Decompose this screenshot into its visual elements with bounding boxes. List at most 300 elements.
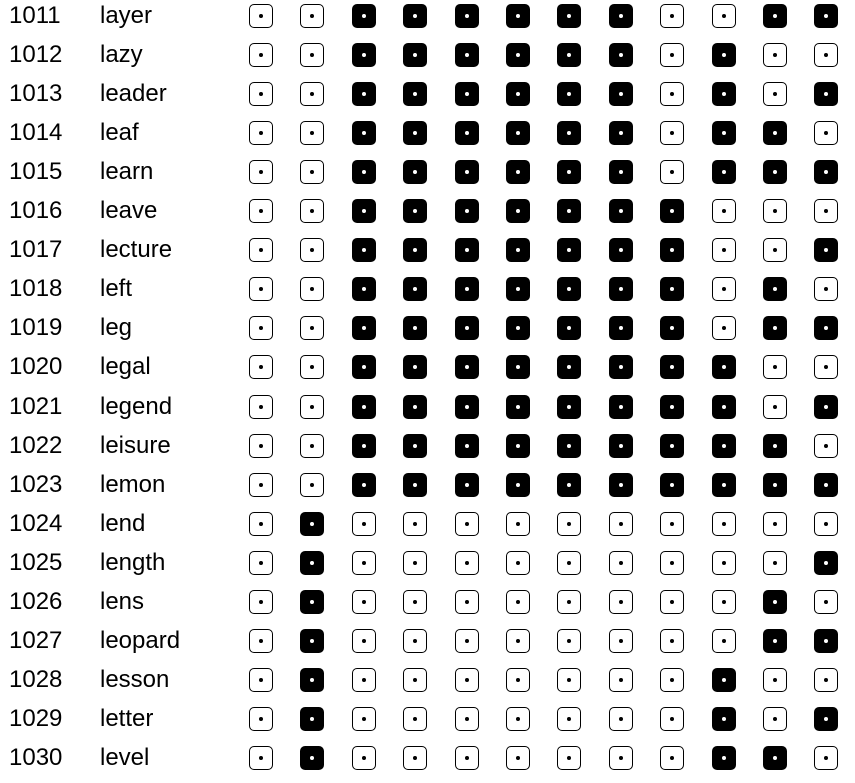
dotted-square-outline-icon [609, 668, 633, 692]
dotted-square-outline-icon [300, 395, 324, 419]
dotted-square-filled-icon [506, 277, 530, 301]
center-dot-icon [773, 14, 777, 18]
center-dot-icon [567, 209, 571, 213]
dotted-square-filled-icon [403, 434, 427, 458]
center-dot-icon [259, 600, 263, 604]
center-dot-icon [310, 561, 314, 565]
center-dot-icon [773, 678, 777, 682]
dotted-square-outline-icon [763, 82, 787, 106]
dotted-square-outline-icon [660, 629, 684, 653]
center-dot-icon [773, 600, 777, 604]
center-dot-icon [413, 326, 417, 330]
dotted-square-filled-icon [455, 316, 479, 340]
row-word: leg [100, 314, 133, 342]
center-dot-icon [773, 365, 777, 369]
dotted-square-filled-icon [814, 707, 838, 731]
dotted-square-filled-icon [712, 746, 736, 770]
dotted-square-filled-icon [300, 629, 324, 653]
dotted-square-filled-icon [557, 121, 581, 145]
center-dot-icon [413, 248, 417, 252]
row-number: 1028 [9, 665, 63, 693]
dotted-square-filled-icon [712, 82, 736, 106]
center-dot-icon [413, 405, 417, 409]
center-dot-icon [619, 444, 623, 448]
center-dot-icon [310, 53, 314, 57]
dotted-square-filled-icon [352, 277, 376, 301]
dotted-square-outline-icon [300, 160, 324, 184]
dotted-square-filled-icon [506, 238, 530, 262]
center-dot-icon [722, 53, 726, 57]
center-dot-icon [619, 248, 623, 252]
center-dot-icon [619, 561, 623, 565]
dotted-square-filled-icon [763, 4, 787, 28]
dotted-square-outline-icon [249, 121, 273, 145]
center-dot-icon [465, 756, 469, 760]
dotted-square-filled-icon [455, 4, 479, 28]
dotted-square-outline-icon [249, 199, 273, 223]
center-dot-icon [516, 483, 520, 487]
center-dot-icon [465, 717, 469, 721]
center-dot-icon [670, 248, 674, 252]
center-dot-icon [362, 53, 366, 57]
center-dot-icon [722, 678, 726, 682]
center-dot-icon [824, 561, 828, 565]
dotted-square-outline-icon [609, 707, 633, 731]
center-dot-icon [362, 365, 366, 369]
dotted-square-outline-icon [455, 707, 479, 731]
dotted-square-outline-icon [249, 746, 273, 770]
center-dot-icon [722, 170, 726, 174]
row-word: lesson [100, 665, 170, 693]
dotted-square-outline-icon [506, 512, 530, 536]
dotted-square-filled-icon [557, 434, 581, 458]
center-dot-icon [670, 365, 674, 369]
center-dot-icon [465, 53, 469, 57]
center-dot-icon [773, 326, 777, 330]
center-dot-icon [465, 248, 469, 252]
center-dot-icon [567, 326, 571, 330]
center-dot-icon [516, 756, 520, 760]
dotted-square-filled-icon [814, 160, 838, 184]
center-dot-icon [567, 522, 571, 526]
dotted-square-outline-icon [814, 512, 838, 536]
dotted-square-outline-icon [763, 707, 787, 731]
dotted-square-outline-icon [506, 551, 530, 575]
center-dot-icon [310, 209, 314, 213]
dotted-square-outline-icon [300, 277, 324, 301]
dotted-square-filled-icon [763, 160, 787, 184]
center-dot-icon [773, 170, 777, 174]
dotted-square-filled-icon [403, 121, 427, 145]
dotted-square-filled-icon [660, 238, 684, 262]
dotted-square-outline-icon [712, 238, 736, 262]
dotted-square-outline-icon [763, 355, 787, 379]
center-dot-icon [824, 326, 828, 330]
center-dot-icon [670, 405, 674, 409]
dotted-square-outline-icon [609, 746, 633, 770]
center-dot-icon [824, 209, 828, 213]
center-dot-icon [722, 365, 726, 369]
row-word: letter [100, 704, 154, 732]
center-dot-icon [824, 170, 828, 174]
dotted-square-filled-icon [455, 199, 479, 223]
dotted-square-outline-icon [403, 590, 427, 614]
dotted-square-outline-icon [455, 512, 479, 536]
row-word: lens [100, 587, 145, 615]
center-dot-icon [310, 131, 314, 135]
dotted-square-outline-icon [506, 629, 530, 653]
center-dot-icon [722, 483, 726, 487]
dotted-square-filled-icon [660, 434, 684, 458]
center-dot-icon [259, 92, 263, 96]
dotted-square-filled-icon [403, 4, 427, 28]
dotted-square-filled-icon [712, 707, 736, 731]
dotted-square-outline-icon [249, 82, 273, 106]
center-dot-icon [465, 678, 469, 682]
center-dot-icon [824, 53, 828, 57]
dotted-square-outline-icon [609, 590, 633, 614]
center-dot-icon [413, 561, 417, 565]
center-dot-icon [259, 170, 263, 174]
dotted-square-filled-icon [300, 668, 324, 692]
dotted-square-outline-icon [300, 238, 324, 262]
table-row [0, 39, 855, 78]
center-dot-icon [722, 444, 726, 448]
center-dot-icon [824, 483, 828, 487]
center-dot-icon [310, 522, 314, 526]
center-dot-icon [310, 756, 314, 760]
center-dot-icon [722, 756, 726, 760]
row-word: level [100, 743, 150, 771]
dotted-square-outline-icon [660, 512, 684, 536]
dotted-square-outline-icon [557, 629, 581, 653]
dotted-square-outline-icon [403, 551, 427, 575]
dotted-square-filled-icon [455, 43, 479, 67]
center-dot-icon [670, 600, 674, 604]
dotted-square-filled-icon [660, 316, 684, 340]
table-row [0, 78, 855, 117]
dotted-square-outline-icon [352, 668, 376, 692]
center-dot-icon [773, 756, 777, 760]
dotted-square-filled-icon [712, 43, 736, 67]
dotted-square-filled-icon [712, 668, 736, 692]
dotted-square-filled-icon [557, 355, 581, 379]
center-dot-icon [619, 365, 623, 369]
table-row [0, 234, 855, 273]
center-dot-icon [465, 287, 469, 291]
dotted-square-outline-icon [249, 473, 273, 497]
center-dot-icon [619, 600, 623, 604]
center-dot-icon [362, 209, 366, 213]
dotted-square-outline-icon [763, 512, 787, 536]
center-dot-icon [310, 678, 314, 682]
center-dot-icon [259, 522, 263, 526]
dotted-square-outline-icon [712, 316, 736, 340]
center-dot-icon [670, 14, 674, 18]
row-number: 1011 [9, 2, 61, 29]
center-dot-icon [310, 600, 314, 604]
dotted-square-filled-icon [352, 82, 376, 106]
row-word: legend [100, 392, 173, 420]
center-dot-icon [362, 678, 366, 682]
center-dot-icon [413, 365, 417, 369]
dotted-square-outline-icon [712, 551, 736, 575]
center-dot-icon [465, 209, 469, 213]
dotted-square-filled-icon [403, 277, 427, 301]
dotted-square-filled-icon [609, 395, 633, 419]
dotted-square-outline-icon [455, 668, 479, 692]
center-dot-icon [259, 248, 263, 252]
row-word: leaf [100, 119, 139, 147]
center-dot-icon [259, 756, 263, 760]
dotted-square-outline-icon [660, 668, 684, 692]
center-dot-icon [567, 561, 571, 565]
dotted-square-filled-icon [660, 473, 684, 497]
row-number: 1023 [9, 470, 63, 498]
dotted-square-outline-icon [352, 512, 376, 536]
dotted-square-filled-icon [763, 629, 787, 653]
dotted-square-filled-icon [763, 434, 787, 458]
row-number: 1012 [9, 41, 63, 69]
row-number: 1018 [9, 275, 63, 303]
center-dot-icon [722, 522, 726, 526]
row-word: leopard [100, 626, 181, 654]
center-dot-icon [465, 600, 469, 604]
center-dot-icon [567, 717, 571, 721]
center-dot-icon [310, 444, 314, 448]
dotted-square-outline-icon [403, 512, 427, 536]
row-word: left [100, 275, 133, 303]
center-dot-icon [413, 131, 417, 135]
center-dot-icon [310, 483, 314, 487]
center-dot-icon [619, 209, 623, 213]
table-row [0, 0, 855, 39]
dotted-square-filled-icon [403, 43, 427, 67]
dotted-square-outline-icon [352, 746, 376, 770]
dotted-square-outline-icon [609, 629, 633, 653]
dotted-square-outline-icon [352, 590, 376, 614]
center-dot-icon [670, 522, 674, 526]
center-dot-icon [310, 170, 314, 174]
center-dot-icon [516, 92, 520, 96]
dotted-square-filled-icon [506, 473, 530, 497]
dotted-square-filled-icon [455, 82, 479, 106]
row-word: length [100, 548, 166, 576]
center-dot-icon [516, 678, 520, 682]
center-dot-icon [465, 561, 469, 565]
center-dot-icon [824, 405, 828, 409]
dotted-square-outline-icon [712, 590, 736, 614]
center-dot-icon [619, 717, 623, 721]
center-dot-icon [722, 405, 726, 409]
center-dot-icon [722, 248, 726, 252]
dotted-square-filled-icon [712, 355, 736, 379]
dotted-square-outline-icon [506, 668, 530, 692]
center-dot-icon [362, 92, 366, 96]
dotted-square-filled-icon [609, 238, 633, 262]
center-dot-icon [413, 444, 417, 448]
table-row [0, 625, 855, 664]
center-dot-icon [824, 14, 828, 18]
dotted-square-filled-icon [660, 355, 684, 379]
center-dot-icon [362, 170, 366, 174]
dotted-square-outline-icon [763, 668, 787, 692]
row-number: 1030 [9, 743, 63, 771]
center-dot-icon [413, 678, 417, 682]
center-dot-icon [413, 53, 417, 57]
center-dot-icon [362, 14, 366, 18]
center-dot-icon [567, 248, 571, 252]
table-row [0, 508, 855, 547]
center-dot-icon [670, 678, 674, 682]
center-dot-icon [516, 326, 520, 330]
dotted-square-outline-icon [506, 590, 530, 614]
center-dot-icon [773, 561, 777, 565]
dotted-square-outline-icon [300, 4, 324, 28]
center-dot-icon [670, 717, 674, 721]
center-dot-icon [310, 717, 314, 721]
dotted-square-outline-icon [300, 434, 324, 458]
center-dot-icon [567, 756, 571, 760]
dotted-square-outline-icon [814, 121, 838, 145]
table-row [0, 469, 855, 508]
center-dot-icon [362, 248, 366, 252]
dotted-square-filled-icon [506, 82, 530, 106]
dotted-square-filled-icon [557, 277, 581, 301]
center-dot-icon [824, 756, 828, 760]
center-dot-icon [722, 717, 726, 721]
row-number: 1014 [9, 119, 63, 147]
dotted-square-filled-icon [814, 4, 838, 28]
center-dot-icon [670, 756, 674, 760]
dotted-square-filled-icon [557, 316, 581, 340]
row-word: leisure [100, 431, 171, 459]
dotted-square-outline-icon [660, 82, 684, 106]
center-dot-icon [516, 14, 520, 18]
center-dot-icon [670, 639, 674, 643]
dotted-square-filled-icon [763, 590, 787, 614]
center-dot-icon [362, 522, 366, 526]
dotted-square-outline-icon [249, 316, 273, 340]
dotted-square-filled-icon [403, 316, 427, 340]
center-dot-icon [465, 522, 469, 526]
dotted-square-filled-icon [814, 82, 838, 106]
dotted-square-outline-icon [712, 512, 736, 536]
center-dot-icon [773, 405, 777, 409]
center-dot-icon [670, 170, 674, 174]
dotted-square-outline-icon [557, 551, 581, 575]
center-dot-icon [259, 639, 263, 643]
center-dot-icon [619, 170, 623, 174]
center-dot-icon [773, 131, 777, 135]
dotted-square-filled-icon [300, 551, 324, 575]
center-dot-icon [516, 287, 520, 291]
center-dot-icon [619, 53, 623, 57]
dotted-square-filled-icon [609, 121, 633, 145]
dotted-square-outline-icon [455, 551, 479, 575]
dotted-square-filled-icon [352, 395, 376, 419]
row-number: 1022 [9, 431, 63, 459]
center-dot-icon [413, 92, 417, 96]
table-row [0, 195, 855, 234]
dotted-square-outline-icon [249, 277, 273, 301]
dotted-square-outline-icon [249, 707, 273, 731]
dotted-square-outline-icon [660, 551, 684, 575]
dotted-square-outline-icon [300, 199, 324, 223]
dotted-square-outline-icon [814, 355, 838, 379]
dotted-square-filled-icon [403, 355, 427, 379]
center-dot-icon [722, 639, 726, 643]
center-dot-icon [619, 639, 623, 643]
dotted-square-outline-icon [300, 43, 324, 67]
dotted-square-outline-icon [249, 512, 273, 536]
center-dot-icon [824, 92, 828, 96]
center-dot-icon [516, 131, 520, 135]
dotted-square-filled-icon [609, 43, 633, 67]
dotted-square-outline-icon [249, 668, 273, 692]
center-dot-icon [413, 14, 417, 18]
dotted-square-filled-icon [763, 316, 787, 340]
center-dot-icon [465, 365, 469, 369]
dotted-square-outline-icon [300, 82, 324, 106]
center-dot-icon [567, 287, 571, 291]
dotted-square-filled-icon [557, 43, 581, 67]
center-dot-icon [362, 483, 366, 487]
center-dot-icon [773, 444, 777, 448]
center-dot-icon [362, 561, 366, 565]
dotted-square-outline-icon [249, 434, 273, 458]
dotted-square-filled-icon [352, 199, 376, 223]
center-dot-icon [619, 287, 623, 291]
dotted-square-filled-icon [814, 395, 838, 419]
dotted-square-filled-icon [403, 473, 427, 497]
center-dot-icon [465, 405, 469, 409]
center-dot-icon [310, 405, 314, 409]
row-word: learn [100, 158, 154, 186]
dotted-square-outline-icon [403, 629, 427, 653]
center-dot-icon [722, 131, 726, 135]
center-dot-icon [362, 756, 366, 760]
dotted-square-outline-icon [814, 590, 838, 614]
center-dot-icon [670, 561, 674, 565]
center-dot-icon [567, 600, 571, 604]
dotted-square-filled-icon [763, 277, 787, 301]
table-row [0, 312, 855, 351]
center-dot-icon [619, 326, 623, 330]
dotted-square-outline-icon [814, 277, 838, 301]
dotted-square-outline-icon [660, 746, 684, 770]
dotted-square-filled-icon [455, 160, 479, 184]
dotted-square-filled-icon [763, 473, 787, 497]
center-dot-icon [670, 287, 674, 291]
center-dot-icon [567, 92, 571, 96]
center-dot-icon [310, 326, 314, 330]
center-dot-icon [773, 92, 777, 96]
dotted-square-filled-icon [300, 707, 324, 731]
dotted-square-filled-icon [814, 551, 838, 575]
dotted-square-filled-icon [557, 4, 581, 28]
dotted-square-outline-icon [660, 590, 684, 614]
row-number: 1027 [9, 626, 63, 654]
center-dot-icon [567, 444, 571, 448]
table-row [0, 351, 855, 390]
dotted-square-filled-icon [609, 316, 633, 340]
center-dot-icon [824, 717, 828, 721]
dotted-square-outline-icon [763, 238, 787, 262]
center-dot-icon [516, 444, 520, 448]
dotted-square-filled-icon [403, 238, 427, 262]
dotted-square-filled-icon [506, 316, 530, 340]
